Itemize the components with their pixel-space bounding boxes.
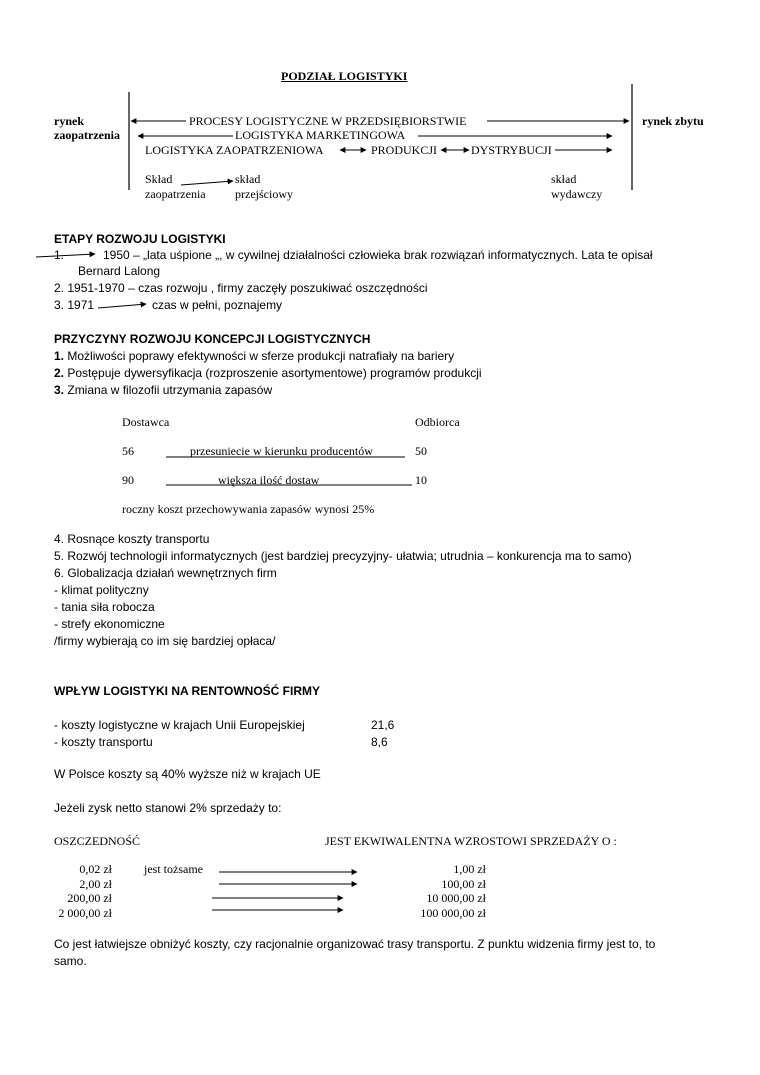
list2-dash1: - klimat polityczny xyxy=(54,583,149,597)
wplyw-row2-value: 8,6 xyxy=(371,735,388,749)
savings-row4-right: 100 000,00 zł xyxy=(420,906,486,920)
etapy-item1-num: 1. xyxy=(54,248,65,262)
savings-header-left: OSZCZEDNOŚĆ xyxy=(54,834,141,848)
wplyw-zysk: Jeżeli zysk netto stanowi 2% sprzedaży to: xyxy=(54,801,282,815)
store-arrow xyxy=(181,181,233,185)
savings-row2-right: 100,00 zł xyxy=(441,877,486,891)
przyczyny-item2-num: 2. xyxy=(54,366,65,380)
przyczyny-item3-num: 3. xyxy=(54,383,65,397)
przyczyny-heading: PRZYCZYNY ROZWOJU KONCEPCJI LOGISTYCZNYCH xyxy=(54,332,371,346)
przyczyny-item1-num: 1. xyxy=(54,349,65,363)
store3-line2: wydawczy xyxy=(551,187,603,201)
diagram-row3-label-a: LOGISTYKA ZAOPATRZENIOWA xyxy=(145,143,324,157)
table-row2-receiver: 10 xyxy=(415,473,427,487)
savings-row1-left: 0,02 zł xyxy=(79,862,112,876)
etapy-1971-arrow xyxy=(98,304,146,308)
diagram-row3-label-b: PRODUKCJI xyxy=(371,143,438,157)
store1-line1: Skład xyxy=(145,172,173,186)
diagram-row3-label-c: DYSTRYBUCJI xyxy=(471,143,552,157)
page-title: PODZIAŁ LOGISTYKI xyxy=(281,69,408,83)
etapy-heading: ETAPY ROZWOJU LOGISTYKI xyxy=(54,232,226,246)
etapy-item2: 2. 1951-1970 – czas rozwoju , firmy zaczęły poszukiwać oszczędności xyxy=(54,281,428,295)
store2-line1: skład xyxy=(235,172,261,186)
table-row1-receiver: 50 xyxy=(415,444,427,458)
savings-row2-left: 2,00 zł xyxy=(79,877,112,891)
wplyw-poland: W Polsce koszty są 40% wyższe niż w krajach UE xyxy=(54,767,321,781)
diagram-row2-label: LOGISTYKA MARKETINGOWA xyxy=(235,128,406,142)
savings-row3-left: 200,00 zł xyxy=(67,891,112,905)
list2-item6: 6. Globalizacja działań wewnętrznych firm xyxy=(54,566,277,580)
diagram-left-label-1: rynek xyxy=(54,114,84,128)
table-col2-header: Odbiorca xyxy=(415,415,460,429)
etapy-item1-text: 1950 – „lata uśpione „, w cywilnej działalności człowieka brak rozwiązań informatycznych. Lata te opisał xyxy=(103,248,653,262)
etapy-item3-text: czas w pełni, poznajemy xyxy=(152,298,283,312)
table-row2-middle: większa ilość dostaw xyxy=(218,473,320,487)
etapy-1950-arrow xyxy=(36,254,95,257)
przyczyny-item3-text: Zmiana w filozofii utrzymania zapasów xyxy=(67,383,273,397)
diagram-left-label-2: zaopatrzenia xyxy=(54,128,120,142)
table-row2-supplier: 90 xyxy=(122,473,134,487)
table-col1-header: Dostawca xyxy=(122,415,170,429)
wplyw-heading: WPŁYW LOGISTYKI NA RENTOWNOŚĆ FIRMY xyxy=(54,684,320,698)
closing-line2: samo. xyxy=(54,954,87,968)
table-note: roczny koszt przechowywania zapasów wynosi 25% xyxy=(122,502,375,516)
przyczyny-item2 xyxy=(54,366,482,380)
savings-row3-right: 10 000,00 zł xyxy=(426,891,486,905)
store3-line1: skład xyxy=(551,172,577,186)
savings-header-right: JEST EKWIWALENTNA WZROSTOWI SPRZEDAŻY O : xyxy=(325,834,617,848)
list2-item4: 4. Rosnące koszty transportu xyxy=(54,532,210,546)
store2-line2: przejściowy xyxy=(235,187,293,201)
etapy-item1-cont: Bernard Lalong xyxy=(78,264,161,278)
diagram-row1-label: PROCESY LOGISTYCZNE W PRZEDSIĘBIORSTWIE xyxy=(189,114,467,128)
table-row1-middle: przesuniecie w kierunku producentów xyxy=(190,444,373,458)
diagram-right-label: rynek zbytu xyxy=(642,114,704,128)
etapy-item3-num: 3. 1971 xyxy=(54,298,95,312)
wplyw-row1-label: - koszty logistyczne w krajach Unii Europejskiej xyxy=(54,718,305,732)
wplyw-row2-label: - koszty transportu xyxy=(54,735,153,749)
store1-line2: zaopatrzenia xyxy=(145,187,206,201)
przyczyny-item2-text: Postępuje dywersyfikacja (rozproszenie asortymentowe) programów produkcji xyxy=(67,366,482,380)
savings-same-label: jest tożsame xyxy=(144,862,203,876)
closing-line1: Co jest łatwiejsze obniżyć koszty, czy racjonalnie organizować trasy transportu. Z punktu widzenia firmy jest to, to xyxy=(54,937,656,951)
przyczyny-item3 xyxy=(54,383,272,397)
savings-row4-left: 2 000,00 zł xyxy=(58,906,112,920)
list2-item5: 5. Rozwój technologii informatycznych (jest bardziej precyzyjny- ułatwia; utrudnia – konkurencja ma to samo) xyxy=(54,549,632,563)
wplyw-row1-value: 21,6 xyxy=(371,718,395,732)
przyczyny-item1 xyxy=(54,349,454,363)
list2-note: /firmy wybierają co im się bardziej opłaca/ xyxy=(54,634,276,648)
list2-dash3: - strefy ekonomiczne xyxy=(54,617,165,631)
savings-row1-right: 1,00 zł xyxy=(453,862,486,876)
list2-dash2: - tania siła robocza xyxy=(54,600,155,614)
przyczyny-item1-text: Możliwości poprawy efektywności w sferze produkcji natrafiały na bariery xyxy=(67,349,455,363)
table-row1-supplier: 56 xyxy=(122,444,134,458)
